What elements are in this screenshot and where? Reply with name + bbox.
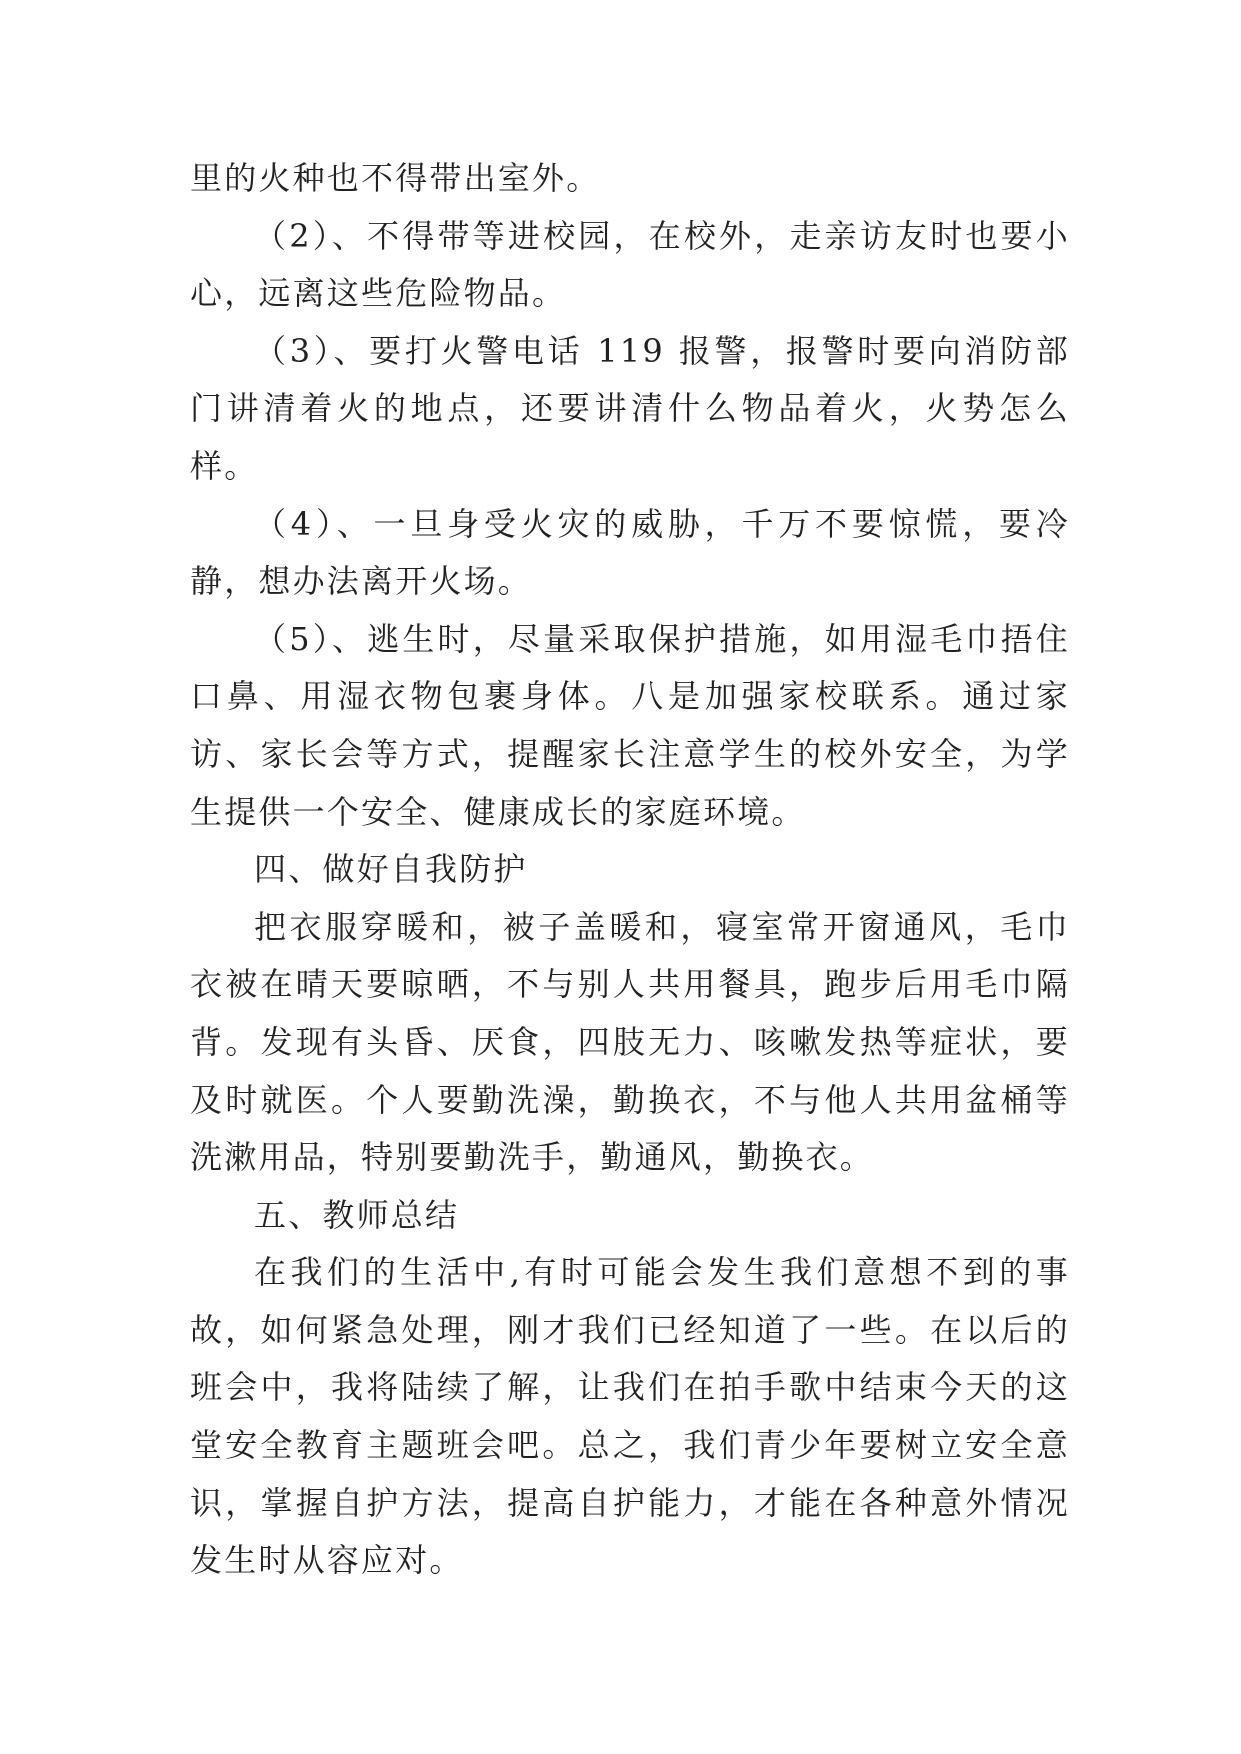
paragraph-item-5: （5）、逃生时，尽量采取保护措施，如用湿毛巾捂住口鼻、用湿衣物包裹身体。八是加强家校联系。通过家访、家长会等方式，提醒家长注意学生的校外安全，为学生提供一个安全、健康成长的家庭环境。 (190, 619, 1070, 831)
paragraph-item-2: （2）、不得带等进校园，在校外，走亲访友时也要小心，远离这些危险物品。 (190, 216, 1070, 313)
paragraph-item-3: （3）、要打火警电话 119 报警，报警时要向消防部门讲清着火的地点，还要讲清什么物品着火，火势怎么样。 (190, 331, 1070, 485)
paragraph-continuation: 里的火种也不得带出室外。 (190, 159, 601, 197)
paragraph-item-4: （4）、一旦身受火灾的威胁，千万不要惊慌，要冷静，想办法离开火场。 (190, 504, 1070, 601)
document-body (190, 150, 1070, 1590)
paragraph-teacher-summary: 在我们的生活中,有时可能会发生我们意想不到的事故，如何紧急处理，刚才我们已经知道了一些。在以后的班会中，我将陆续了解，让我们在拍手歌中结束今天的这堂安全教育主题班会吧。总之，我们青少年要树立安全意识，掌握自护方法，提高自护能力，才能在各种意外情况发生时从容应对。 (190, 1253, 1070, 1580)
paragraph-self-protection: 把衣服穿暖和，被子盖暖和，寝室常开窗通风，毛巾衣被在晴天要晾晒，不与别人共用餐具，跑步后用毛巾隔背。发现有头昏、厌食，四肢无力、咳嗽发热等症状，要及时就医。个人要勤洗澡，勤换衣，不与他人共用盆桶等洗漱用品，特别要勤洗手，勤通风，勤换衣。 (190, 907, 1070, 1177)
section-heading-self-protection: 四、做好自我防护 (254, 850, 528, 889)
section-heading-teacher-summary: 五、教师总结 (254, 1195, 460, 1234)
